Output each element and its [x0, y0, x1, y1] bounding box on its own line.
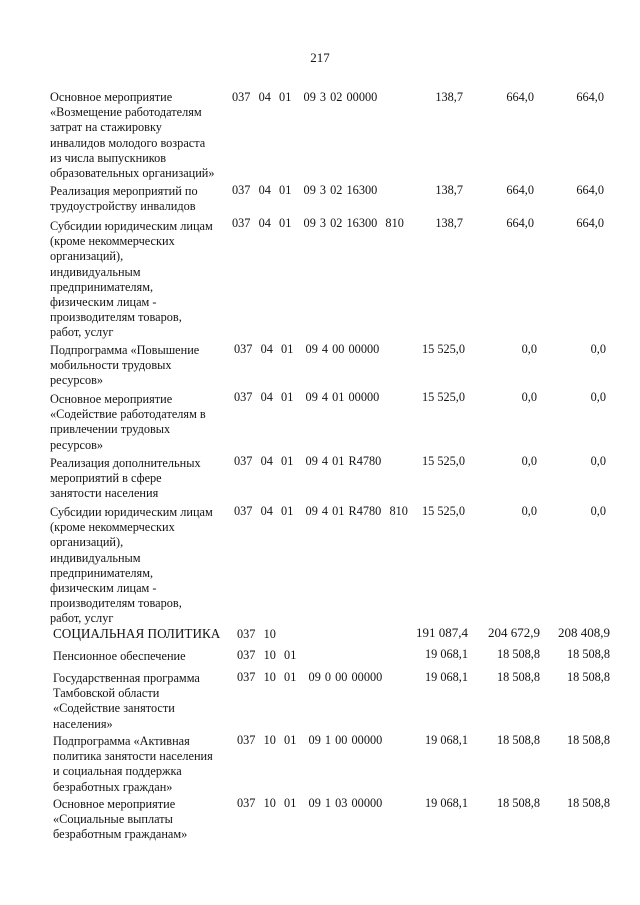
row-code: 037 04 01 09 3 02 16300 810: [232, 216, 404, 230]
row-code: 037 04 01 09 4 01 R4780: [234, 454, 382, 468]
row-value-1: 19 068,1: [424, 670, 468, 684]
row-name: Подпрограмма «Повышение мобильности трудовых ресурсов»: [50, 343, 200, 388]
row-value-2: 664,0: [506, 183, 534, 197]
row-value-2: 18 508,8: [496, 796, 540, 810]
row-value-3: 664,0: [576, 90, 604, 104]
row-value-2: 204 672,9: [488, 625, 540, 640]
row-name: Подпрограмма «Активная политика занятости населения и социальная поддержка безработных граждан»: [53, 734, 213, 794]
row-value-1: 15 525,0: [421, 390, 465, 404]
row-value-3: 18 508,8: [566, 670, 610, 684]
row-name: Субсидии юридическим лицам (кроме некоммерческих организаций), индивидуальным предпринимателям, физическим лицам - производителям товаров, работ, услуг: [50, 505, 213, 626]
row-value-2: 664,0: [506, 90, 534, 104]
row-code: 037 10 01: [237, 648, 297, 662]
page-number: 217: [310, 50, 330, 65]
row-value-1: 15 525,0: [421, 454, 465, 468]
row-value-3: 0,0: [590, 342, 606, 356]
row-name: Основное мероприятие «Содействие работодателям в привлечении трудовых ресурсов»: [50, 392, 206, 452]
row-name: Государственная программа Тамбовской области «Содействие занятости населения»: [53, 671, 200, 731]
row-code: 037 04 01 09 4 01 00000: [234, 390, 380, 404]
row-value-3: 664,0: [576, 216, 604, 230]
row-value-2: 18 508,8: [496, 733, 540, 747]
row-value-2: 0,0: [521, 454, 537, 468]
row-value-2: 18 508,8: [496, 670, 540, 684]
row-value-1: 19 068,1: [424, 796, 468, 810]
row-value-1: 15 525,0: [421, 342, 465, 356]
row-name: Субсидии юридическим лицам (кроме некоммерческих организаций), индивидуальным предпринимателям, физическим лицам - производителям товаров, работ, услуг: [50, 219, 213, 340]
row-value-2: 18 508,8: [496, 647, 540, 661]
row-value-3: 664,0: [576, 183, 604, 197]
row-value-1: 138,7: [435, 216, 463, 230]
row-value-3: 18 508,8: [566, 796, 610, 810]
row-code: 037 10 01 09 1 00 00000: [237, 733, 383, 747]
row-code: 037 10: [237, 627, 276, 641]
row-code: 037 10 01 09 0 00 00000: [237, 670, 383, 684]
row-value-1: 19 068,1: [424, 733, 468, 747]
row-value-1: 19 068,1: [424, 647, 468, 661]
row-value-3: 208 408,9: [558, 625, 610, 640]
row-code: 037 04 01 09 3 02 00000: [232, 90, 378, 104]
row-value-1: 138,7: [435, 90, 463, 104]
row-code: 037 04 01 09 4 00 00000: [234, 342, 380, 356]
row-value-3: 18 508,8: [566, 647, 610, 661]
row-name: Реализация мероприятий по трудоустройству инвалидов: [50, 184, 198, 214]
row-name: Пенсионное обеспечение: [53, 649, 186, 663]
row-code: 037 10 01 09 1 03 00000: [237, 796, 383, 810]
row-value-3: 0,0: [590, 390, 606, 404]
row-value-1: 15 525,0: [421, 504, 465, 518]
row-code: 037 04 01 09 3 02 16300: [232, 183, 378, 197]
row-name: Основное мероприятие «Возмещение работодателям затрат на стажировку инвалидов молодого возраста из числа выпускников образовательных организаций»: [50, 90, 215, 181]
row-value-2: 0,0: [521, 390, 537, 404]
row-name: СОЦИАЛЬНАЯ ПОЛИТИКА: [53, 626, 221, 641]
row-value-1: 191 087,4: [416, 625, 468, 640]
row-value-3: 18 508,8: [566, 733, 610, 747]
row-value-2: 0,0: [521, 342, 537, 356]
row-value-2: 664,0: [506, 216, 534, 230]
row-name: Основное мероприятие «Социальные выплаты безработным гражданам»: [53, 797, 188, 842]
row-value-2: 0,0: [521, 504, 537, 518]
row-value-3: 0,0: [590, 454, 606, 468]
row-value-3: 0,0: [590, 504, 606, 518]
row-name: Реализация дополнительных мероприятий в сфере занятости населения: [50, 456, 201, 501]
row-code: 037 04 01 09 4 01 R4780 810: [234, 504, 408, 518]
row-value-1: 138,7: [435, 183, 463, 197]
